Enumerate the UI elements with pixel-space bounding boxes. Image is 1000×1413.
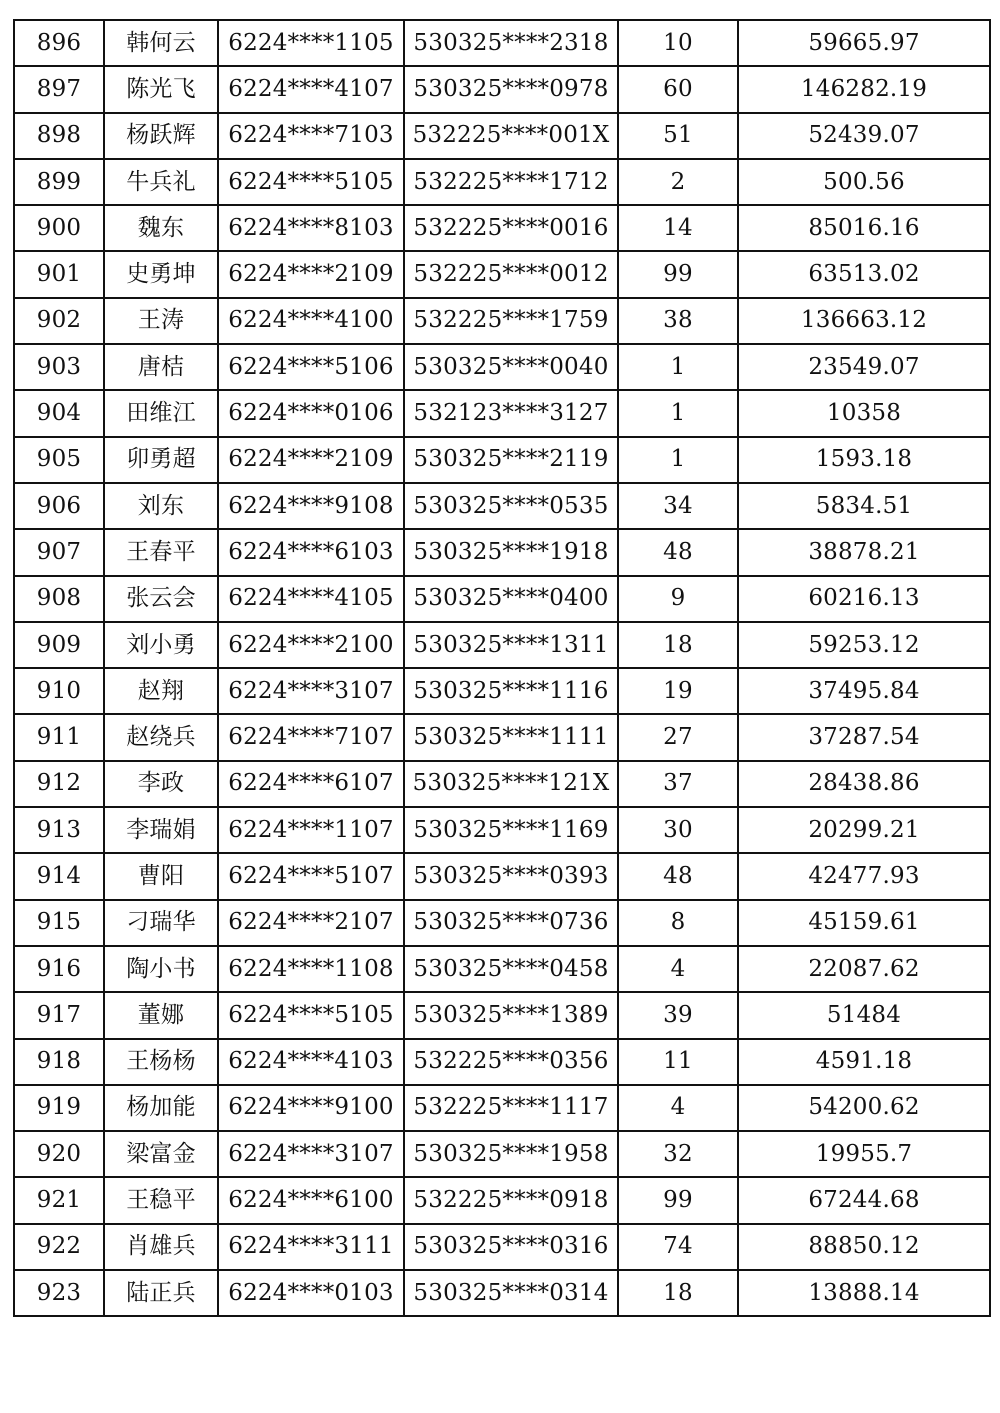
table-row [14, 66, 990, 112]
id-number-cell: 532123****3127 [404, 390, 618, 436]
id-number-cell: 532225****1712 [404, 159, 618, 205]
name-cell: 刁瑞华 [104, 900, 218, 946]
row-number-cell: 905 [14, 437, 104, 483]
count-cell: 1 [618, 344, 738, 390]
name-cell: 刘东 [104, 483, 218, 529]
name-cell: 卯勇超 [104, 437, 218, 483]
name-cell: 李瑞娟 [104, 807, 218, 853]
count-cell: 9 [618, 576, 738, 622]
id-number-cell: 530325****0316 [404, 1224, 618, 1270]
amount-cell: 88850.12 [738, 1224, 990, 1270]
bank-card-cell: 6224****5106 [218, 344, 404, 390]
count-cell: 19 [618, 668, 738, 714]
count-cell: 30 [618, 807, 738, 853]
id-number-cell: 530325****0393 [404, 853, 618, 899]
amount-cell: 136663.12 [738, 298, 990, 344]
name-cell: 王涛 [104, 298, 218, 344]
id-number-cell: 530325****121X [404, 761, 618, 807]
count-cell: 48 [618, 853, 738, 899]
amount-cell: 20299.21 [738, 807, 990, 853]
count-cell: 27 [618, 714, 738, 760]
bank-card-cell: 6224****5105 [218, 992, 404, 1038]
count-cell: 48 [618, 529, 738, 575]
id-number-cell: 530325****2119 [404, 437, 618, 483]
table-row [14, 668, 990, 714]
amount-cell: 10358 [738, 390, 990, 436]
id-number-cell: 530325****0978 [404, 66, 618, 112]
id-number-cell: 530325****0400 [404, 576, 618, 622]
table-row [14, 483, 990, 529]
name-cell: 陶小书 [104, 946, 218, 992]
table-row [14, 113, 990, 159]
count-cell: 4 [618, 1085, 738, 1131]
amount-cell: 19955.7 [738, 1131, 990, 1177]
bank-card-cell: 6224****1105 [218, 20, 404, 66]
amount-cell: 4591.18 [738, 1039, 990, 1085]
table-row [14, 807, 990, 853]
id-number-cell: 532225****1759 [404, 298, 618, 344]
name-cell: 刘小勇 [104, 622, 218, 668]
row-number-cell: 912 [14, 761, 104, 807]
row-number-cell: 922 [14, 1224, 104, 1270]
row-number-cell: 919 [14, 1085, 104, 1131]
table-row [14, 946, 990, 992]
count-cell: 60 [618, 66, 738, 112]
amount-cell: 28438.86 [738, 761, 990, 807]
id-number-cell: 532225****001X [404, 113, 618, 159]
bank-card-cell: 6224****7103 [218, 113, 404, 159]
bank-card-cell: 6224****9100 [218, 1085, 404, 1131]
bank-card-cell: 6224****7107 [218, 714, 404, 760]
count-cell: 37 [618, 761, 738, 807]
row-number-cell: 921 [14, 1177, 104, 1223]
table-row [14, 205, 990, 251]
row-number-cell: 915 [14, 900, 104, 946]
row-number-cell: 900 [14, 205, 104, 251]
amount-cell: 500.56 [738, 159, 990, 205]
table-row [14, 900, 990, 946]
row-number-cell: 918 [14, 1039, 104, 1085]
name-cell: 赵绕兵 [104, 714, 218, 760]
id-number-cell: 530325****0535 [404, 483, 618, 529]
count-cell: 1 [618, 390, 738, 436]
bank-card-cell: 6224****3107 [218, 1131, 404, 1177]
amount-cell: 52439.07 [738, 113, 990, 159]
name-cell: 赵翔 [104, 668, 218, 714]
id-number-cell: 530325****1111 [404, 714, 618, 760]
count-cell: 74 [618, 1224, 738, 1270]
count-cell: 4 [618, 946, 738, 992]
count-cell: 10 [618, 20, 738, 66]
amount-cell: 51484 [738, 992, 990, 1038]
row-number-cell: 907 [14, 529, 104, 575]
row-number-cell: 898 [14, 113, 104, 159]
id-number-cell: 532225****1117 [404, 1085, 618, 1131]
bank-card-cell: 6224****4107 [218, 66, 404, 112]
row-number-cell: 920 [14, 1131, 104, 1177]
amount-cell: 59253.12 [738, 622, 990, 668]
row-number-cell: 911 [14, 714, 104, 760]
amount-cell: 59665.97 [738, 20, 990, 66]
name-cell: 董娜 [104, 992, 218, 1038]
table-row [14, 1131, 990, 1177]
count-cell: 14 [618, 205, 738, 251]
name-cell: 李政 [104, 761, 218, 807]
bank-card-cell: 6224****5107 [218, 853, 404, 899]
count-cell: 18 [618, 1270, 738, 1316]
name-cell: 杨跃辉 [104, 113, 218, 159]
count-cell: 39 [618, 992, 738, 1038]
row-number-cell: 902 [14, 298, 104, 344]
count-cell: 32 [618, 1131, 738, 1177]
bank-card-cell: 6224****0106 [218, 390, 404, 436]
row-number-cell: 908 [14, 576, 104, 622]
table-row [14, 714, 990, 760]
name-cell: 陈光飞 [104, 66, 218, 112]
bank-card-cell: 6224****5105 [218, 159, 404, 205]
id-number-cell: 530325****1116 [404, 668, 618, 714]
bank-card-cell: 6224****4100 [218, 298, 404, 344]
count-cell: 18 [618, 622, 738, 668]
count-cell: 8 [618, 900, 738, 946]
amount-cell: 67244.68 [738, 1177, 990, 1223]
row-number-cell: 906 [14, 483, 104, 529]
bank-card-cell: 6224****0103 [218, 1270, 404, 1316]
table-row [14, 1270, 990, 1316]
table-row [14, 1224, 990, 1270]
amount-cell: 13888.14 [738, 1270, 990, 1316]
bank-card-cell: 6224****6103 [218, 529, 404, 575]
id-number-cell: 532225****0918 [404, 1177, 618, 1223]
table-row [14, 992, 990, 1038]
id-number-cell: 530325****1918 [404, 529, 618, 575]
name-cell: 史勇坤 [104, 251, 218, 297]
amount-cell: 22087.62 [738, 946, 990, 992]
bank-card-cell: 6224****9108 [218, 483, 404, 529]
amount-cell: 37287.54 [738, 714, 990, 760]
row-number-cell: 910 [14, 668, 104, 714]
id-number-cell: 530325****0458 [404, 946, 618, 992]
row-number-cell: 917 [14, 992, 104, 1038]
amount-cell: 23549.07 [738, 344, 990, 390]
table-body [14, 20, 990, 1316]
row-number-cell: 897 [14, 66, 104, 112]
table-row [14, 576, 990, 622]
row-number-cell: 923 [14, 1270, 104, 1316]
bank-card-cell: 6224****3107 [218, 668, 404, 714]
bank-card-cell: 6224****6100 [218, 1177, 404, 1223]
name-cell: 王稳平 [104, 1177, 218, 1223]
table-row [14, 298, 990, 344]
name-cell: 王春平 [104, 529, 218, 575]
name-cell: 牛兵礼 [104, 159, 218, 205]
name-cell: 田维江 [104, 390, 218, 436]
count-cell: 99 [618, 1177, 738, 1223]
bank-card-cell: 6224****1108 [218, 946, 404, 992]
amount-cell: 85016.16 [738, 205, 990, 251]
bank-card-cell: 6224****4103 [218, 1039, 404, 1085]
table-row [14, 1177, 990, 1223]
amount-cell: 5834.51 [738, 483, 990, 529]
row-number-cell: 901 [14, 251, 104, 297]
table-row [14, 761, 990, 807]
id-number-cell: 532225****0012 [404, 251, 618, 297]
name-cell: 韩何云 [104, 20, 218, 66]
table-row [14, 622, 990, 668]
count-cell: 2 [618, 159, 738, 205]
row-number-cell: 904 [14, 390, 104, 436]
table-row [14, 1039, 990, 1085]
id-number-cell: 530325****0314 [404, 1270, 618, 1316]
id-number-cell: 530325****1389 [404, 992, 618, 1038]
amount-cell: 42477.93 [738, 853, 990, 899]
count-cell: 11 [618, 1039, 738, 1085]
row-number-cell: 914 [14, 853, 104, 899]
amount-cell: 60216.13 [738, 576, 990, 622]
name-cell: 杨加能 [104, 1085, 218, 1131]
name-cell: 魏东 [104, 205, 218, 251]
amount-cell: 45159.61 [738, 900, 990, 946]
table-row [14, 159, 990, 205]
bank-card-cell: 6224****1107 [218, 807, 404, 853]
table-row [14, 20, 990, 66]
id-number-cell: 532225****0356 [404, 1039, 618, 1085]
table-row [14, 390, 990, 436]
bank-card-cell: 6224****6107 [218, 761, 404, 807]
row-number-cell: 899 [14, 159, 104, 205]
bank-card-cell: 6224****2107 [218, 900, 404, 946]
table-row [14, 1085, 990, 1131]
amount-cell: 54200.62 [738, 1085, 990, 1131]
row-number-cell: 916 [14, 946, 104, 992]
count-cell: 99 [618, 251, 738, 297]
table-row [14, 529, 990, 575]
id-number-cell: 530325****1311 [404, 622, 618, 668]
amount-cell: 1593.18 [738, 437, 990, 483]
table-row [14, 251, 990, 297]
table-row [14, 344, 990, 390]
count-cell: 51 [618, 113, 738, 159]
amount-cell: 146282.19 [738, 66, 990, 112]
name-cell: 陆正兵 [104, 1270, 218, 1316]
bank-card-cell: 6224****3111 [218, 1224, 404, 1270]
bank-card-cell: 6224****4105 [218, 576, 404, 622]
row-number-cell: 903 [14, 344, 104, 390]
bank-card-cell: 6224****8103 [218, 205, 404, 251]
id-number-cell: 530325****2318 [404, 20, 618, 66]
name-cell: 曹阳 [104, 853, 218, 899]
name-cell: 唐桔 [104, 344, 218, 390]
name-cell: 王杨杨 [104, 1039, 218, 1085]
table-row [14, 437, 990, 483]
bank-card-cell: 6224****2100 [218, 622, 404, 668]
name-cell: 张云会 [104, 576, 218, 622]
amount-cell: 38878.21 [738, 529, 990, 575]
name-cell: 肖雄兵 [104, 1224, 218, 1270]
bank-card-cell: 6224****2109 [218, 437, 404, 483]
bank-card-cell: 6224****2109 [218, 251, 404, 297]
record-table [13, 19, 991, 1317]
count-cell: 38 [618, 298, 738, 344]
id-number-cell: 530325****0736 [404, 900, 618, 946]
id-number-cell: 530325****1169 [404, 807, 618, 853]
id-number-cell: 532225****0016 [404, 205, 618, 251]
row-number-cell: 896 [14, 20, 104, 66]
id-number-cell: 530325****1958 [404, 1131, 618, 1177]
count-cell: 1 [618, 437, 738, 483]
amount-cell: 37495.84 [738, 668, 990, 714]
table-row [14, 853, 990, 899]
amount-cell: 63513.02 [738, 251, 990, 297]
name-cell: 梁富金 [104, 1131, 218, 1177]
count-cell: 34 [618, 483, 738, 529]
row-number-cell: 909 [14, 622, 104, 668]
id-number-cell: 530325****0040 [404, 344, 618, 390]
row-number-cell: 913 [14, 807, 104, 853]
